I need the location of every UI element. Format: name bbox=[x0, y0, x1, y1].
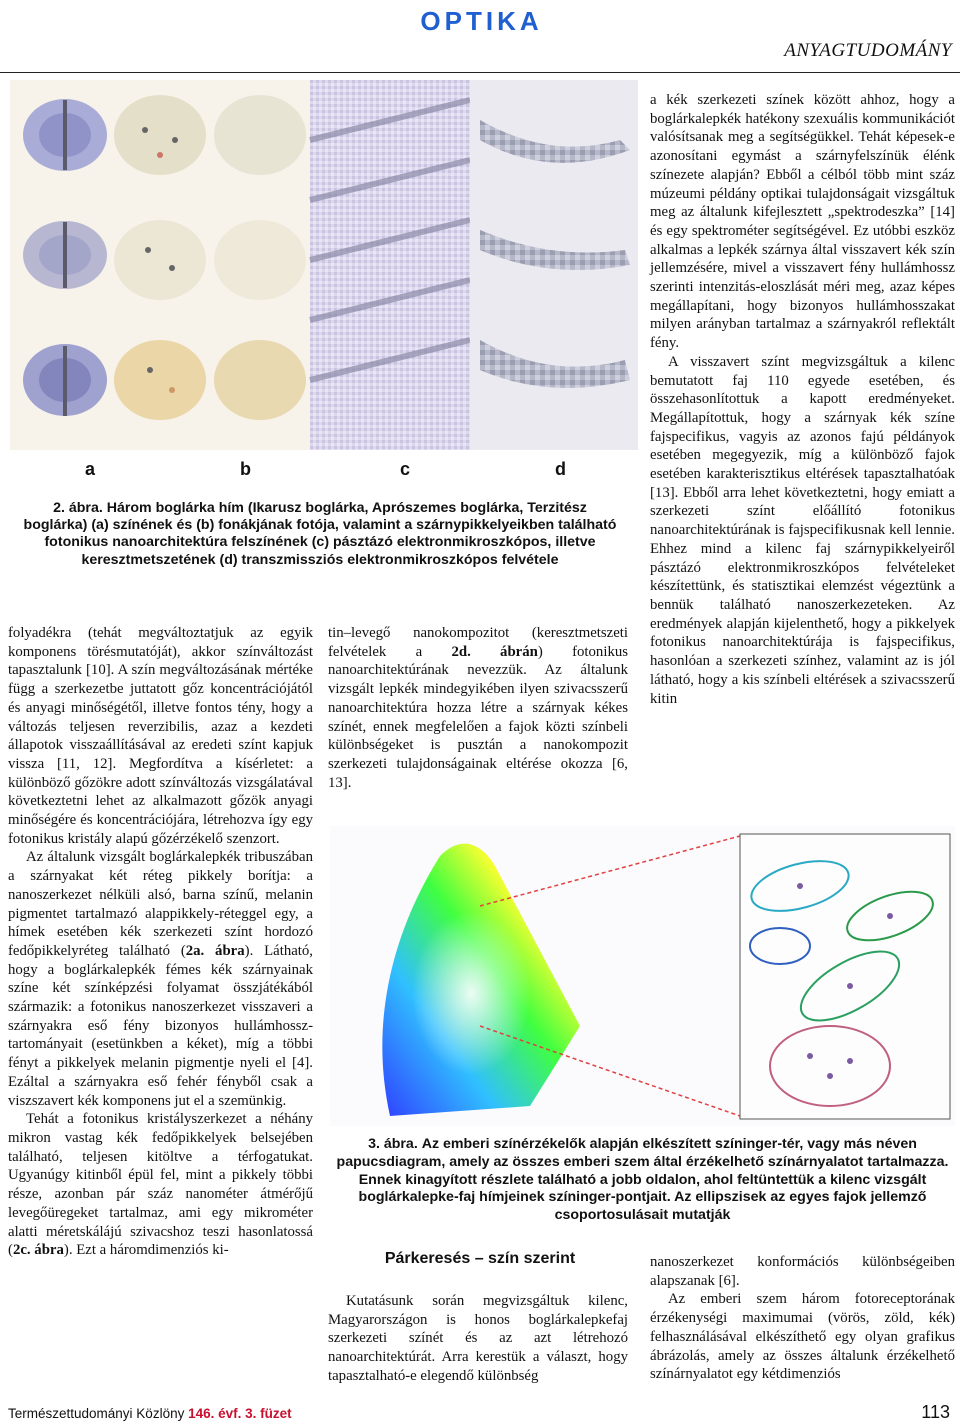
section-title: ANYAGTUDOMÁNY bbox=[784, 40, 952, 61]
page-number: 113 bbox=[921, 1402, 950, 1422]
middle-column-bottom bbox=[328, 1292, 628, 1386]
right-column bbox=[650, 91, 955, 708]
panel-label-d: d bbox=[555, 459, 566, 479]
logo-letter: T bbox=[465, 6, 483, 36]
logo-letter: A bbox=[519, 6, 540, 36]
figure-3-label: 3. ábra. bbox=[368, 1136, 418, 1152]
figure-2-caption-text: Három boglárka hím (Ikarusz boglárka, Aprószemes boglárka, Terzitész boglárka) (a) színének és (b) fonákjának fotója, valamint a szárnypikkelyeikben található fotonikus nanoarchitektúra felszínének (c) pásztázó elektronmikroszkópos, illetve keresztmetszetének (d) transzmissziós elektronmikroszkópos felvétele bbox=[23, 500, 617, 568]
text-run: Az általunk vizsgált boglárkalepkék tribuszában a szárnyakat két réteg pikkely borítja: a nanoszerkezet nélküli alsó, barna színű, melanin pigmentet tartalmazó alappikkely-réteggel egy, a hímek esetében kék szerkezeti színt hordozó fedőpikkelyréteg található ( bbox=[8, 849, 313, 959]
butterfly-ventral-1 bbox=[114, 95, 206, 175]
logo-letter: I bbox=[485, 6, 495, 36]
issue-info: 146. évf. 3. füzet bbox=[188, 1406, 292, 1421]
text-run: ). Látható, hogy a boglárkalepkék fémes kék szárnyainak színe két színképzési folyamat összjátékából származik: a fotonikus nanoszerkezet visszaveri a szárnyakra eső fény bizonyos hullámhossz-tartományait (esetünkben a kéket), míg a többi fényt a pikkelyek melanin pigmentje nyeli el [4]. Ezáltal a szárnyakra eső fehér fényből csak a viszszavert kék komponens jut el a szemünkig. bbox=[8, 942, 313, 1109]
figure-2-caption bbox=[20, 500, 620, 569]
text-run: Tehát a fotonikus kristályszerkezet a néhány mikron vastag kék fedőpikkelyek belsejében található, teljesen kitöltve a térfogatukat. Ugyanúgy kitinből épül fel, mint a pikkely többi része, azonban pár száz nanométer átmérőjű levegőüregeket tartalmaz, ami egy mikrométer alatti méretskálájú szivacshoz teszi hasonlatossá ( bbox=[8, 1111, 313, 1259]
journal-name: Természettudományi Közlöny bbox=[8, 1406, 185, 1421]
figure-2-image bbox=[10, 80, 638, 488]
butterfly-dorsal-1 bbox=[23, 99, 107, 171]
figure-reference: 2a. ábra bbox=[185, 942, 245, 959]
paragraph: a kék szerkezeti színek között ahhoz, hogy a boglárkalepkék hatékony szexuális kommunikációt valósítsanak meg a segítségükkel. Tehát képesek-e azonosítani egymást a szárnyfelszínük élénk színezete alapján? Ebből a célból több mint száz múzeumi példány optikai tulajdonságait vizsgáltuk meg az általunk kifejlesztett „spektrodeszka” [14] és egy spektrométer segítségével. Ez utóbbi eszköz alkalmas a lepkék szárnya által visszavert kék szín jellemzésére, mivel a visszavert fény hullámhossz szerinti intenzitás-eloszlását méri meg, azaz képes megállapítani, hogy bizonyos hullámhosszakat milyen arányban tartalmaz a szárnyakról reflektált fény. bbox=[650, 92, 955, 352]
butterfly-ventral-2 bbox=[114, 220, 206, 300]
horseshoe-chromaticity-diagram bbox=[382, 844, 580, 1116]
figure-3-image bbox=[330, 826, 955, 1126]
paragraph: Kutatásunk során megvizsgáltuk kilenc, Magyarországon is honos boglárkalepkefaj szerkezeti színét és az azt létrehozó nanoarchitektúrát. Arra kerestük a választ, hogy tapasztalható-e elegendő különbség bbox=[328, 1293, 628, 1384]
logo-letter: O bbox=[420, 6, 442, 36]
panel-label-b: b bbox=[240, 459, 251, 479]
logo-letter: P bbox=[444, 6, 463, 36]
figure-reference: 2c. ábra bbox=[12, 1242, 64, 1259]
text-run: ) fotonikus nanoarchitektúrának nevezzük. Az általunk vizsgált lepkék mindegyikében ilyen szivacsszerű nanoarchitektúra hozza létre a szárnyak kékes színét, ennek megfelelően a fajok közti színbeli különbségeket is pusztán a nanokompozit szerkezeti tulajdonságainak eltérése okozza [6, 13]. bbox=[328, 643, 628, 791]
journal-logo bbox=[420, 6, 540, 36]
butterfly-dorsal-3 bbox=[23, 344, 107, 416]
panel-label-a: a bbox=[85, 459, 96, 479]
paragraph: folyadékra (tehát megváltoztatjuk az egyik komponens törésmutatóját), akkor színváltozást tapasztalunk [10]. A szín megváltozásának mértéke függ a szerkezetbe juttatott gőz koncentrációjától és anyagi minőségétől, illetve fontos tény, hogy a változás teljesen reverzibilis, azaz a kezdeti állapotok visszaállításával az eredeti színt kapjuk vissza [11, 12]. Megfordítva a kísérletet: a különböző gőzökre adott színváltozás vizsgálatával következtetni lehet az alkalmazott gőzök anyagi minőségére és koncentrációjára, létrehozva így egy fotonikus kristály alapú gőzérzékelő szenzort. bbox=[8, 625, 313, 847]
paragraph bbox=[328, 624, 628, 792]
header-divider bbox=[0, 72, 960, 73]
panel-label-c: c bbox=[400, 459, 411, 479]
butterfly-column-3 bbox=[214, 95, 306, 420]
paragraph: A visszavert színt megvizsgáltuk a kilenc bemutatott faj 110 egyede esetében, és összehasonlítottuk a kapott eredményeket. Megállapítottuk, hogy a szárnyak kék színe fajspecifikus, vagyis az azonos fajú példányok esetében megegyezik, míg a különböző fajok esetében karakterisztikus eltérések tapasztalhatóak [13]. Ebből arra lehet következtetni, hogy emiatt a szerkezeti színt előállító fotonikus nanoarchitektúrának is fajspecifikusnak kell lennie. Ehhez mind a kilenc faj szárnypikkelyeiről pásztázó elektronmikroszkópos felvételeket készítettünk, és statisztikai elemzést végeztünk a bennük található nanoszerkezeteken. Az eredmények alapján kijelenthető, hogy a pikkelyek fotonikus nanoarchitektúrája is fajspecifikus, hasonlóan a szerkezeti színhez, valamint az is jól látható, hogy a kis színbeli eltérések a szivacsszerű kitin bbox=[650, 353, 955, 707]
right-column-bottom bbox=[650, 1253, 955, 1384]
figure-3-caption bbox=[330, 1136, 955, 1225]
paragraph: nanoszerkezet konformációs különbségeiben alapszanak [6]. bbox=[650, 1254, 955, 1289]
butterfly-ventral-3 bbox=[114, 340, 206, 420]
text-run: ). Ezt a háromdimenziós ki- bbox=[63, 1242, 229, 1259]
middle-column bbox=[328, 624, 628, 792]
paragraph bbox=[8, 848, 313, 1110]
text-run: tin–levegő nanokompozitot (keresztmetszeti felvételek a bbox=[328, 625, 628, 660]
paragraph: Az emberi szem három fotoreceptorának érzékenységi maximumai (vörös, zöld, kék) felhasználásával elkészíthető egy olyan grafikus ábrázolás, amely az összes általunk érzékelhető színárnyalatot egy kétdimenziós bbox=[650, 1291, 955, 1383]
paragraph bbox=[8, 1110, 313, 1260]
left-column bbox=[8, 624, 313, 1260]
section-heading: Párkeresés – szín szerint bbox=[384, 1250, 576, 1267]
figure-3-caption-text: Az emberi színérzékelők alapján elkészített színinger-tér, vagy más néven papucsdiagram, amely az összes emberi szem által érzékelhető színárnyalatot tartalmazza. Ennek kinagyított részlete található a jobb oldalon, ahol feltüntettük a kilenc vizsgált boglárkalepke-faj hímjeinek színinger-pontjait. Az ellipszisek az egyes fajok jellemző csoportosulásait mutatják bbox=[336, 1136, 949, 1224]
figure-2-label: 2. ábra. bbox=[53, 500, 103, 516]
butterfly-dorsal-2 bbox=[23, 221, 107, 289]
figure-reference: 2d. ábrán bbox=[451, 643, 538, 660]
logo-letter: K bbox=[497, 6, 517, 36]
footer-journal bbox=[8, 1406, 292, 1421]
